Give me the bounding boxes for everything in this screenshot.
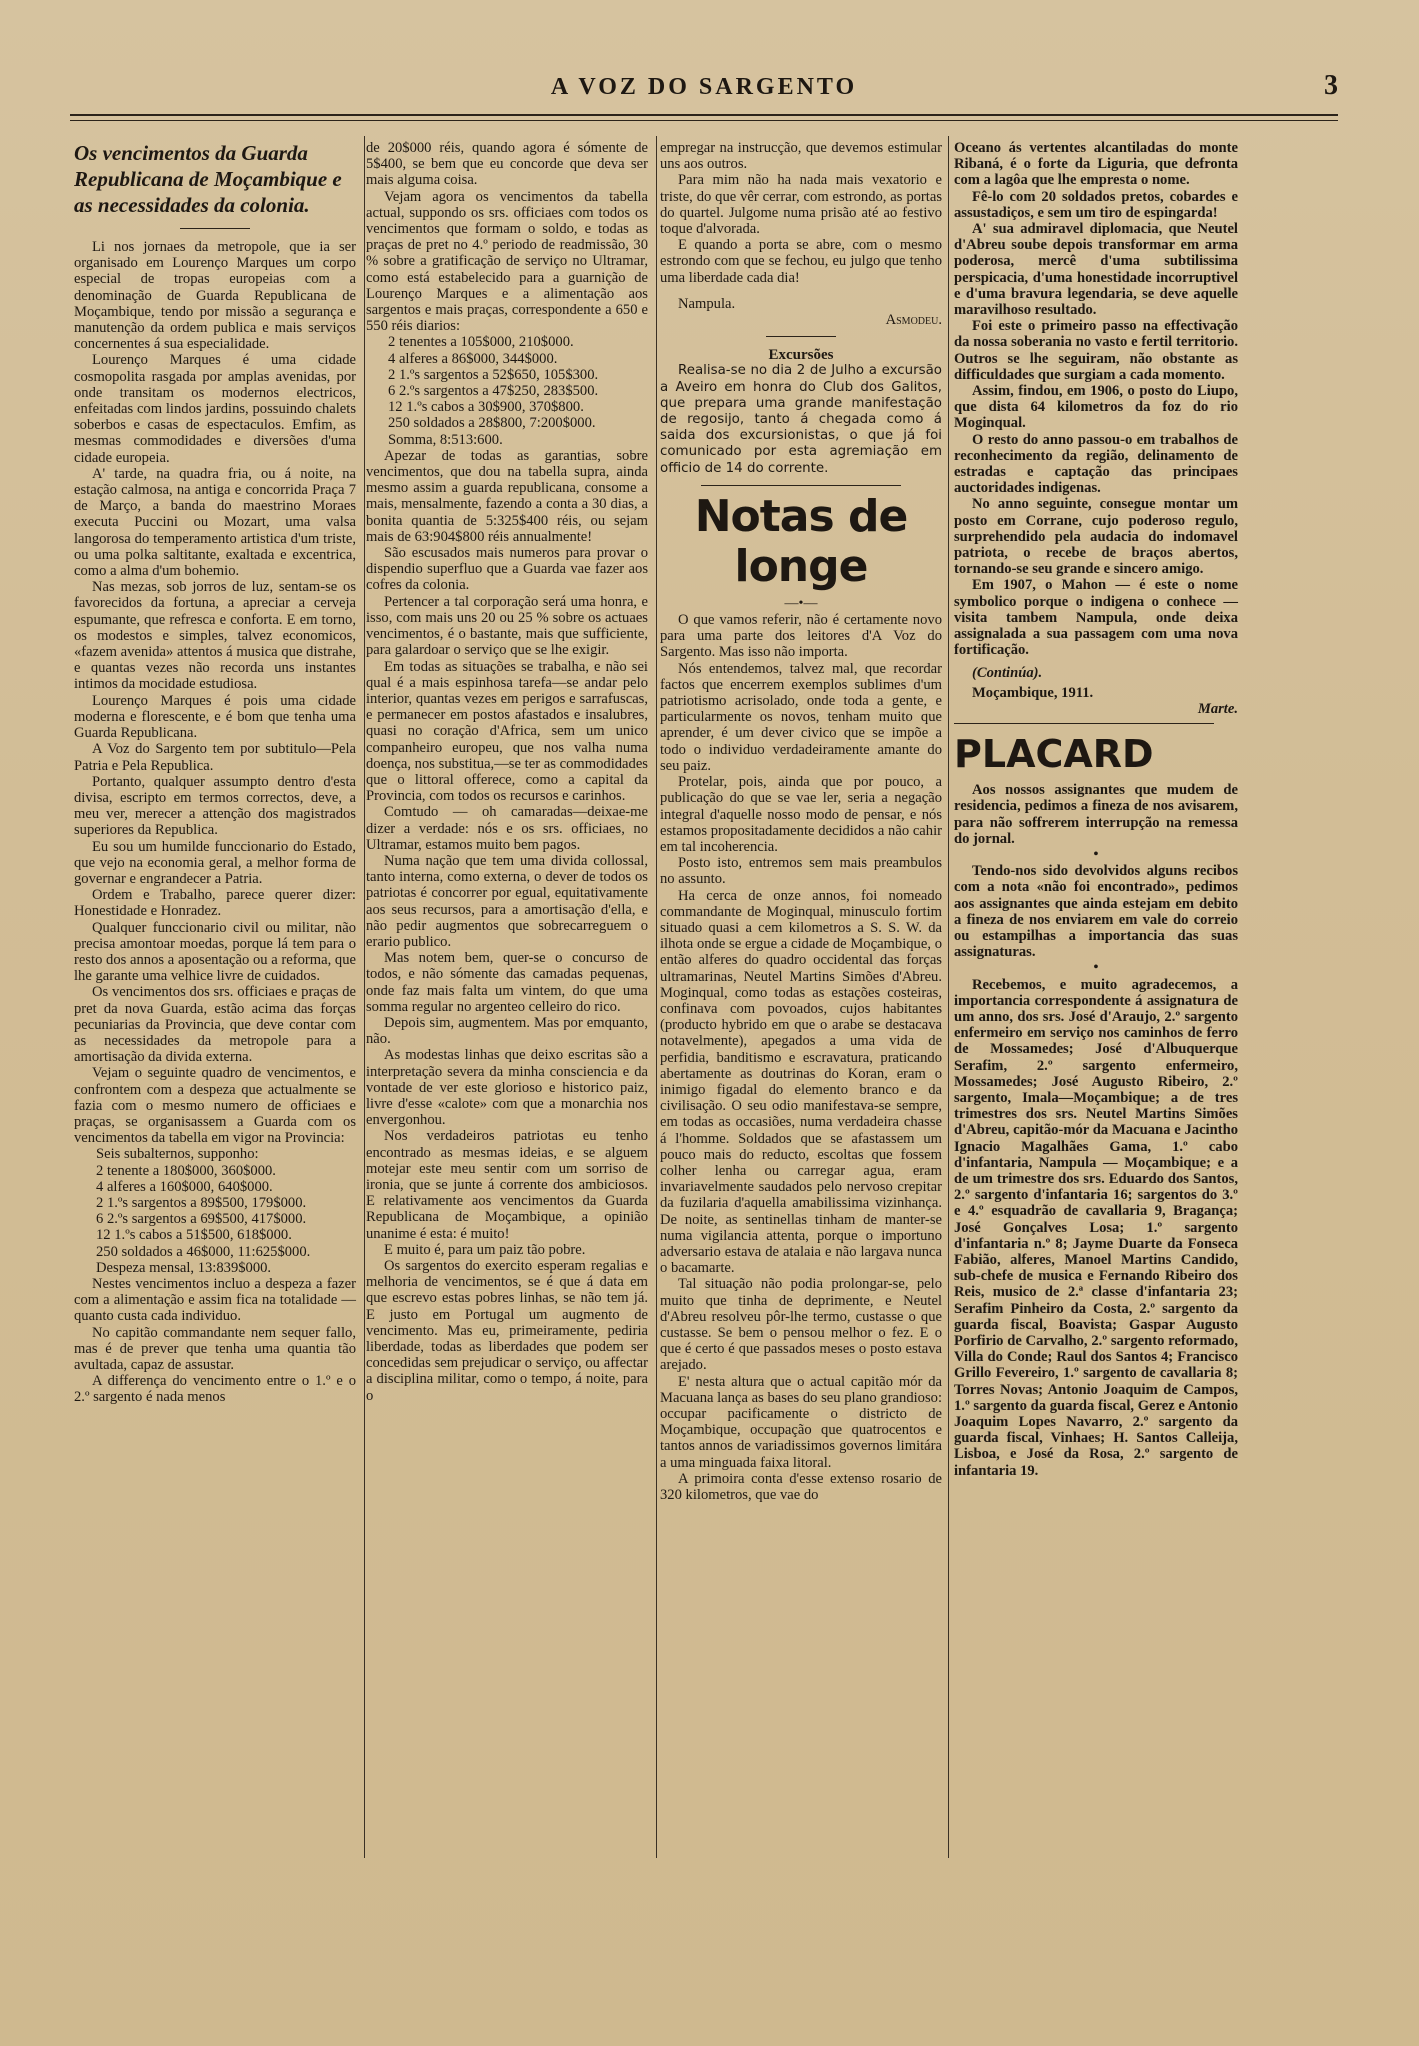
article-paragraph: Ha cerca de onze annos, foi nomeado commandante de Moginqual, minusculo fortim situado quasi a cem kilometros a S. S. W. da ilhota onde se ergue a cidade de Moçambique, o então alferes do quadro occidental das forças ultramarinas, Neutel Martins Simões d'Abreu. Moginqual, como todas as estações costeiras, confinava com povoados, cujos habitantes (producto hybrido em que o arabe se destacava notavelmente), apegados a uma vida de perfidia, banditismo e escravatura, praticando abertamente as doutrinas do Koran, eram o inimigo figadal do elemento branco e da civilisação. O seu odio manifestava-se sempre, em todas as occasiões, numa verdadeira chasse á l'homme. Soldados que se afastassem um pouco mais do reducto, escoltas que fossem colher lenha ou carregar agua, eram invariavelmente saudados pelo nervoso crepitar da fuzilaria d'aquella amabilissima vizinhança. De noite, as sentinellas tinham de manter-se numa vigilancia attenta, porque o importuno adversario estava de atalaia e não largava nunca o bacamarte. bbox=[660, 887, 942, 1277]
salary-row: Seis subalternos, supponho: bbox=[96, 1146, 259, 1163]
article-paragraph: Nas mezas, sob jorros de luz, sentam-se os favorecidos da fortuna, a apreciar a cerveja espumante, que refresca e conforta. E em torno, os modestos e simples, talvez economicos, «fazem avenida» attentos á musica que distrahe, e quantas vezes não recorda uns instantes intimos da mocidade estudiosa. bbox=[74, 579, 356, 693]
article-paragraph: A differença do vencimento entre o 1.º e o 2.º sargento é nada menos bbox=[74, 1373, 356, 1406]
article-paragraph: Comtudo — oh camaradas—deixae-me dizer a verdade: nós e os srs. officiaes, no Ultramar, estamos muito bem pagos. bbox=[366, 804, 648, 853]
article-paragraph: E quando a porta se abre, com o mesmo estrondo com que se fechou, eu julgo que tenho uma liberdade cada dia! bbox=[660, 237, 942, 286]
article-paragraph: A Voz do Sargento tem por subtitulo—Pela Patria e Pela Republica. bbox=[74, 741, 356, 774]
article-paragraph: A primoira conta d'esse extenso rosario de 320 kilometros, que vae do bbox=[660, 1470, 942, 1504]
article-paragraph: Os sargentos do exercito esperam regalias e melhoria de vencimentos, se é que á data em que escrevo estas pobres linhas, se não tem já. E justo em Portugal um augmento de vencimento. Mas eu, primeiramente, pediria liberdade, todas as liberdades que podem ser concedidas sem prejudicar o serviço, ou affectar a disciplina militar, como o tempo, á noite, para o bbox=[366, 1258, 648, 1404]
placard-paragraph: Aos nossos assignantes que mudem de residencia, pedimos a fineza de nos avisarem, para não soffrerem interrupção na remessa do jornal. bbox=[954, 782, 1238, 847]
salary-row: 12 1.ºs cabos a 30$900, 370$800. bbox=[388, 399, 584, 416]
article-paragraph: Eu sou um humilde funccionario do Estado, que vejo na economia geral, a melhor forma de governar e engrandecer a Patria. bbox=[74, 838, 356, 887]
page-number: 3 bbox=[1324, 70, 1338, 101]
salary-row: 6 2.ºs sargentos a 47$250, 283$500. bbox=[388, 383, 599, 400]
article-paragraph: As modestas linhas que deixo escritas são a interpretação severa da minha consciencia e da vontade de ver este glorioso e historico paiz, livre d'esse «calote» com que a monarchia nos envergonhou. bbox=[366, 1047, 648, 1129]
article-title-vencimentos: Os vencimentos da Guarda Republicana de Moçambique e as necessidades da colonia. bbox=[74, 141, 342, 217]
article-paragraph: Ordem e Trabalho, parece querer dizer: Honestidade e Honradez. bbox=[74, 887, 356, 920]
article-paragraph: E muito é, para um paiz tão pobre. bbox=[384, 1241, 586, 1258]
article-paragraph: Em 1907, o Mahon — é este o nome symbolico porque o indigena o conhece — visita tambem Nampula, onde deixa assignalada a sua passagem com uma nova fortificação. bbox=[954, 577, 1238, 659]
article-paragraph: Assim, findou, em 1906, o posto do Liupo, que dista 64 kilometros da foz do rio Moginqual. bbox=[954, 383, 1238, 432]
placard-notices bbox=[954, 782, 1238, 1479]
notas-continuation bbox=[954, 140, 1238, 717]
article-paragraph: Lourenço Marques é uma cidade cosmopolita rasgada por amplas avenidas, por onde transitam os modernos electricos, enfeitadas com lindos jardins, possuindo chalets soberbos e casas de espectaculos. Emfim, as mesmas commodidades e diversões d'uma cidade europeia. bbox=[74, 352, 356, 466]
continua-note: (Continúa). bbox=[972, 664, 1043, 681]
article-paragraph: Pertencer a tal corporação será uma honra, e isso, com mais uns 20 ou 25 % sobre os actuaes vencimentos, é o bastante, mais que sufficiente, para galardoar o serviço que se lhe exigir. bbox=[366, 593, 648, 659]
article-paragraph: Portanto, qualquer assumpto dentro d'esta divisa, escripto em termos correctos, deve, a meu ver, merecer a attenção dos magistrados superiores da Republica. bbox=[74, 773, 356, 839]
salary-row: 12 1.ºs cabos a 51$500, 618$000. bbox=[96, 1227, 292, 1244]
article-paragraph: Apezar de todas as garantias, sobre vencimentos, que dou na tabella supra, ainda mesmo assim a guarda republicana, consome a mais, mensalmente, fazendo a conta a 30 dias, a bonita quantia de 5:325$400 réis, ou sejam mais de 63:904$800 réis annualmente! bbox=[366, 447, 648, 545]
excursoes-text: Realisa-se no dia 2 de Julho a excursão a Aveiro em honra do Club dos Galitos, que prepara uma grande manifestação de regosijo, tanto á chegada como á saida dos excursionistas, o que já foi comunicado por esta agremiação em officio de 14 do corrente. bbox=[660, 363, 942, 476]
article-paragraph: Vejam agora os vencimentos da tabella actual, suppondo os srs. officiaes com todos os vencimentos que formam o soldo, e todas as praças de pret no 4.º periodo de readmissão, 30 % sobre a gratificação de serviço no Ultramar, como está estabelecido para a guarnição de Lourenço Marques e a alimentação aos sargentos e mais praças, correspondente a 650 e 550 réis diarios: bbox=[366, 188, 648, 335]
ornament-icon: —•— bbox=[784, 595, 818, 611]
header-rule-top bbox=[70, 114, 1338, 116]
article-paragraph: E' nesta altura que o actual capitão mór da Macuana lança as bases do seu plano grandioso: occupar pacificamente o districto de Moçambique, occupação que quatrocentos e tantos annos de variadissimos governos limitára a uma minguada faixa litoral. bbox=[660, 1373, 942, 1471]
article-paragraph: Para mim não ha nada mais vexatorio e triste, do que vêr cerrar, com estrondo, as portas do quartel. Julgome numa prisão até ao festivo toque d'alvorada. bbox=[660, 172, 942, 238]
salary-row: 2 1.ºs sargentos a 89$500, 179$000. bbox=[96, 1194, 307, 1211]
column-rule-3 bbox=[948, 136, 949, 1858]
salary-row: 2 tenente a 180$000, 360$000. bbox=[96, 1162, 276, 1179]
article-paragraph: Nestes vencimentos incluo a despeza a fazer com a alimentação e assim fica na totalidade — quanto custa cada individuo. bbox=[74, 1276, 356, 1325]
header-rule-bottom bbox=[70, 120, 1338, 121]
salary-table-1 bbox=[74, 1146, 356, 1276]
ornament-icon: • bbox=[1093, 846, 1099, 862]
column-2 bbox=[366, 140, 648, 1404]
article-paragraph: Em todas as situações se trabalha, e não sei qual é a mais espinhosa tarefa—se andar pelo interior, quantas vezes em perigos e sarrafuscas, e permanecer em postos afastados e insalubres, quasi no coração d'Africa, sem um unico companheiro europeu, que nos valha numa doença, nos substitua,—se ter as commodidades que o littoral offerece, como a capital da Provincia, com todos os recursos e carinhos. bbox=[366, 658, 648, 805]
article-paragraph: empregar na instrucção, que devemos estimular uns aos outros. bbox=[660, 140, 942, 173]
article-paragraph: A' sua admiravel diplomacia, que Neutel d'Abreu soube depois transformar em arma poderosa, mercê d'uma subtilissima perspicacia, d'uma honestidade incorruptivel e d'uma bravura legendaria, se deve aquelle maravilhoso resultado. bbox=[954, 221, 1238, 319]
article-paragraph: Protelar, pois, ainda que por pouco, a publicação do que se vae ler, seria a negação integral d'aquelle nosso modo de pensar, e nós estamos propositadamente decididos a não cahir em tal incoherencia. bbox=[660, 774, 942, 855]
article-paragraph: de 20$000 réis, quando agora é sómente de 5$400, se bem que eu concorde que deva ser mais alguma coisa. bbox=[366, 140, 648, 189]
section-rule bbox=[701, 485, 901, 486]
excursoes-title: Excursões bbox=[768, 347, 834, 364]
section-rule bbox=[954, 723, 1214, 724]
place-date: Moçambique, 1911. bbox=[972, 684, 1094, 701]
salary-row: 4 alferes a 160$000, 640$000. bbox=[96, 1178, 273, 1195]
article-signature: Asmodeu. bbox=[885, 312, 942, 329]
article-paragraph: A' tarde, na quadra fria, ou á noite, na estação calmosa, na antiga e concorrida Praça 7 de Março, a banda do maestrino Moraes executa Puccini ou Mozart, uma valsa langorosa do temperamento artistica d'um triste, ou uma polka saltitante, exaltada e excentrica, como a alma d'um bohemio. bbox=[74, 465, 356, 580]
column-4 bbox=[954, 140, 1238, 1479]
article-paragraph: Li nos jornaes da metropole, que ia ser organisado em Lourenço Marques um corpo especial de tropas europeias com a denominação de Guarda Republicana de Moçambique, tendo por missão a segurança e manutenção da ordem publica e mais serviços concernentes á sua especialidade. bbox=[74, 239, 356, 353]
article-signature: Marte. bbox=[1197, 700, 1238, 717]
article-paragraph: Qualquer funccionario civil ou militar, não precisa amontoar moedas, porque lá tem para o resto dos annos a aposentação ou a reforma, que lhe garante uma velhice livre de cuidados. bbox=[74, 919, 356, 985]
title-rule bbox=[180, 228, 250, 229]
article-paragraph: Fê-lo com 20 soldados pretos, cobardes e assustadiços, e sem um tiro de espingarda! bbox=[954, 188, 1238, 221]
article-paragraph: Lourenço Marques é pois uma cidade moderna e florescente, e é bom que tenha uma Guarda Republicana. bbox=[74, 692, 356, 742]
salary-row: 250 soldados a 46$000, 11:625$000. bbox=[96, 1243, 311, 1260]
salary-row: Despeza mensal, 13:839$000. bbox=[96, 1259, 272, 1276]
article-paragraph: No anno seguinte, consegue montar um posto em Corrane, cujo poderoso regulo, surprehendido pela audacia do indomavel patriota, o recebe de braços abertos, tornando-se seu grande e sincero amigo. bbox=[954, 496, 1238, 578]
article-paragraph: São escusados mais numeros para provar o dispendio superfluo que a Guarda vae fazer aos cofres da colonia. bbox=[366, 545, 648, 594]
article-paragraph: Mas notem bem, quer-se o concurso de todos, e não sómente das camadas pequenas, onde faz mais falta um vintem, do que uma somma regular no argenteo celleiro do rico. bbox=[366, 950, 648, 1015]
notas-de-longe-title: Notas de longe bbox=[694, 490, 908, 592]
salary-row: Somma, 8:513:600. bbox=[388, 431, 503, 448]
section-rule bbox=[766, 336, 836, 337]
column-rule-2 bbox=[656, 136, 657, 1858]
salary-row: 2 1.ºs sargentos a 52$650, 105$300. bbox=[388, 366, 599, 383]
placard-paragraph: Tendo-nos sido devolvidos alguns recibos com a nota «não foi encontrado», pedimos aos assignantes que ainda estejam em debito a fineza de nos enviarem em vale do correio ou estampilhas a importancia das suas assignaturas. bbox=[954, 863, 1238, 961]
column-rule-1 bbox=[364, 136, 365, 1858]
salary-row: 2 tenentes a 105$000, 210$000. bbox=[388, 334, 574, 351]
article-paragraph: O que vamos referir, não é certamente novo para uma parte dos leitores d'A Voz do Sargento. Mas isso não importa. bbox=[660, 612, 942, 661]
page-header bbox=[70, 68, 1338, 108]
placard-paragraph: Recebemos, e muito agradecemos, a importancia correspondente á assignatura de um anno, dos srs. José d'Araujo, 2.º sargento enfermeiro em serviço nos caminhos de ferro de Mossamedes; José d'Albuquerque Serafim, 2.º sargento enfermeiro, Mossamedes; José Augusto Ribeiro, 2.º sargento, Imala—Moçambique; a de tres trimestres dos srs. Neutel Martins Simões d'Abreu, capitão-mór da Macuana e Jacintho Ignacio Magalhães Gama, 1.º cabo d'infantaria, Nampula — Moçambique; e a de um trimestre dos srs. Eduardo dos Santos, 2.º sargento d'infantaria 16; sargentos do 3.º e 4.º esquadrão de cavallaria 9, Bragança; José Gonçalves Losa; 1.º sargento d'infantaria n.º 8; Jayme Duarte da Fonseca Fabião, alferes, Manoel Martins Candido, sub-chefe de musica e Fernando Ribeiro dos Reis, musico de 2.ª classe d'infantaria 23; Serafim Pinheiro da Costa, 2.º sargento da guarda fiscal, Boavista; Gaspar Augusto Porfirio de Carvalho, 2.º sargento reformado, Villa do Conde; Raul dos Santos 4; Francisco Grillo Fevereiro, 1.º sargento de cavallaria 8; Torres Novas; Antonio Joaquim de Campos, 1.º sargento da guarda fiscal, Gerez e Antonio Joaquim Lopes Navarro, 2.º sargento da guarda fiscal, Vinhaes; H. Santos Calleija, Lisboa, e José da Rosa, 2.º sargento de infantaria 19. bbox=[954, 976, 1238, 1479]
column-3 bbox=[660, 140, 942, 1503]
article-paragraph: Os vencimentos dos srs. officiaes e praças de pret da nova Guarda, estão acima das forças pecuniarias da Provincia, que deve contar com as necessidades da metropole para a amortisação da divida externa. bbox=[74, 984, 356, 1066]
article-paragraph: Nós entendemos, talvez mal, que recordar factos que encerrem exemplos sublimes d'um patriotismo acrisolado, onde toda a gente, e particularmente os novos, tenham muito que aprender, é um dever civico que se impõe a todo o individuo verdadeiramente amante do seu paiz. bbox=[660, 660, 942, 774]
placard-title: PLACARD bbox=[954, 732, 1154, 777]
ornament-icon: • bbox=[1093, 960, 1099, 976]
article-paragraph: O resto do anno passou-o em trabalhos de reconhecimento da região, delinamento de estradas e captação das principaes auctoridades indigenas. bbox=[954, 431, 1238, 497]
article-paragraph: Oceano ás vertentes alcantiladas do monte Ribaná, é o forte da Liguria, que defronta com a lagôa que lhe empresta o nome. bbox=[954, 140, 1238, 189]
article-paragraph: Posto isto, entremos sem mais preambulos no assunto. bbox=[660, 855, 942, 888]
salary-row: 6 2.ºs sargentos a 69$500, 417$000. bbox=[96, 1211, 307, 1228]
masthead: A VOZ DO SARGENTO bbox=[550, 74, 858, 100]
column-1 bbox=[74, 140, 356, 1406]
article-paragraph: Foi este o primeiro passo na effectivação da nossa soberania no vasto e fertil territorio. Outros se lhe seguiram, não obstante as difficuldades que surgiam a cada momento. bbox=[954, 318, 1238, 383]
salary-table-2 bbox=[366, 334, 648, 447]
salary-row: 4 alferes a 86$000, 344$000. bbox=[388, 350, 558, 367]
article-paragraph: No capitão commandante nem sequer fallo, mas é de prever que tenha uma quantia tão avultada, capaz de assustar. bbox=[74, 1324, 356, 1374]
article-paragraph: Vejam o seguinte quadro de vencimentos, e confrontem com a despeza que actualmente se fazia com o mesmo numero de officiaes e praças, se organisassem a Guarda com os vencimentos da tabella em vigor na Provincia: bbox=[74, 1065, 356, 1147]
salary-row: 250 soldados a 28$800, 7:200$000. bbox=[388, 415, 596, 432]
article-paragraph: Tal situação não podia prolongar-se, pelo muito que tinha de deprimente, e Neutel d'Abreu resolveu pôr-lhe termo, custasse o que custasse. Se bem o pensou melhor o fez. E o que é certo é que passados meses o posto estava arejado. bbox=[660, 1276, 942, 1374]
article-paragraph: Nos verdadeiros patriotas eu tenho encontrado as mesmas ideias, e se alguem motejar este meu sentir com um sorriso de ironia, que se junte á corrente dos ambiciosos. E relativamente aos vencimentos da Guarda Republicana de Moçambique, a opinião unanime é esta: é muito! bbox=[366, 1128, 648, 1242]
article-paragraph: Depois sim, augmentem. Mas por emquanto, não. bbox=[366, 1014, 648, 1048]
article-paragraph: Numa nação que tem uma divida collossal, tanto interna, como externa, o dever de todos os patriotas é concorrer por egual, equitativamente aos seus recursos, para a amortisação d'ella, e não pedir augmentos que sobrecarreguem o erario publico. bbox=[366, 852, 648, 950]
article-place: Nampula. bbox=[678, 295, 736, 312]
